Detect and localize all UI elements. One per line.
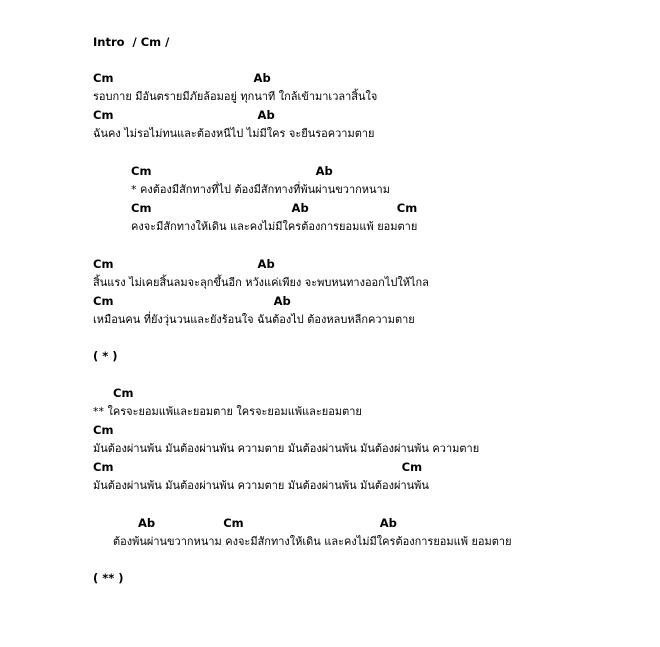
- bridge-lyric-1: ** ใครจะยอมแพ้และยอมตาย ใครจะยอมแพ้และยอมตาย: [93, 405, 362, 418]
- chorus-lyric-1: * คงต้องมีสักทางที่ไป ต้องมีสักทางที่พ้นผ่านขวากหนาม: [131, 183, 390, 196]
- bridge-chords-1: Cm: [113, 386, 134, 400]
- bridge-lyric-2: มันต้องผ่านพ้น มันต้องผ่านพ้น ความตาย มันต้องผ่านพ้น มันต้องผ่านพ้น ความตาย: [93, 442, 480, 455]
- chorus-chords-2: Cm Ab Cm: [131, 201, 418, 215]
- verse2-lyric-1: สิ้นแรง ไม่เคยสิ้นลมจะลุกขึ้นอีก หวังแค่เพียง จะพบหนทางออกไปให้ไกล: [93, 276, 429, 289]
- verse1-chords-1: Cm Ab: [93, 71, 271, 85]
- chorus-chords-1: Cm Ab: [131, 164, 333, 178]
- verse2-chords-2: Cm Ab: [93, 294, 291, 308]
- outro-chords-1: Ab Cm Ab: [138, 516, 397, 530]
- verse1-lyric-1: รอบกาย มีอันตรายมีภัยล้อมอยู่ ทุกนาที ใกล้เข้ามาเวลาสิ้นใจ: [93, 90, 378, 103]
- repeat-marker-bridge: ( ** ): [93, 571, 124, 585]
- bridge-chords-3: Cm Cm: [93, 460, 423, 474]
- verse1-lyric-2: ฉันคง ไม่รอไม่ทนและต้องหนีไป ไม่มีใคร จะยืนรอความตาย: [93, 127, 375, 140]
- bridge-chords-2: Cm: [93, 423, 114, 437]
- verse2-lyric-2: เหมือนคน ที่ยังวุ่นวนและยังร้อนใจ ฉันต้องไป ต้องหลบหลีกความตาย: [93, 313, 415, 326]
- bridge-lyric-3: มันต้องผ่านพ้น มันต้องผ่านพ้น ความตาย มันต้องผ่านพ้น มันต้องผ่านพ้น: [93, 479, 429, 492]
- intro-line: Intro / Cm /: [93, 35, 170, 49]
- verse1-chords-2: Cm Ab: [93, 108, 275, 122]
- outro-lyric-1: ต้องพ้นผ่านขวากหนาม คงจะมีสักทางให้เดิน และคงไม่มีใครต้องการยอมแพ้ ยอมตาย: [113, 535, 512, 548]
- chorus-lyric-2: คงจะมีสักทางให้เดิน และคงไม่มีใครต้องการยอมแพ้ ยอมตาย: [131, 220, 418, 233]
- repeat-marker-chorus: ( * ): [93, 349, 118, 363]
- verse2-chords-1: Cm Ab: [93, 257, 275, 271]
